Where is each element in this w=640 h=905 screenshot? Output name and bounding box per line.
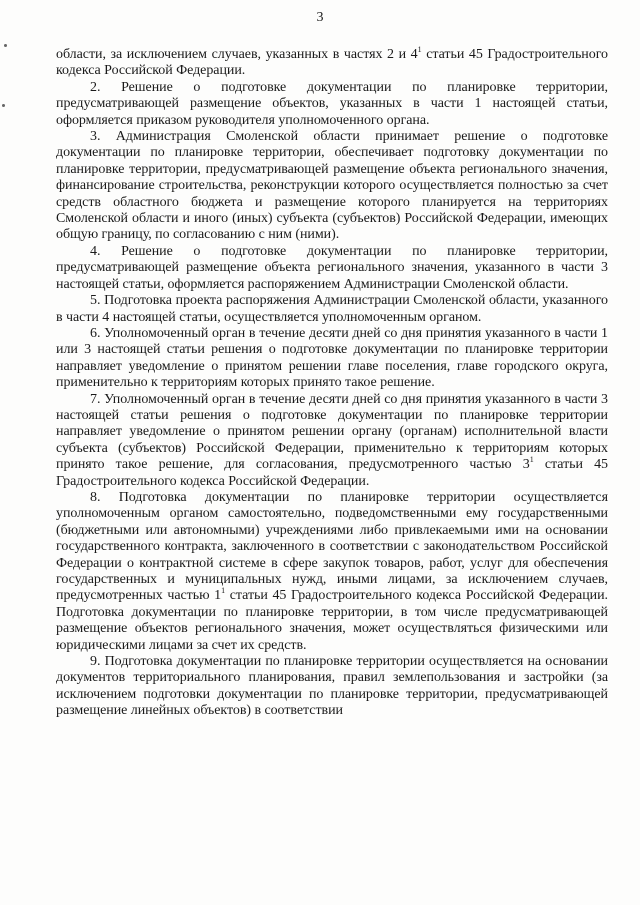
page-number: 3 (316, 10, 324, 25)
paragraph-3: 3. Администрация Смоленской области принимает решение о подготовке документации по планировке территории, обеспечивает подготовку документации по планировке территории, предусматривающей размещение объекта регионального значения, финансирование строительства, реконструкции которого осуществляется полностью за счет средств областного бюджета и размещение которого планируется на территориях Смоленской области и иного (иных) субъекта (субъектов) Российской Федерации, имеющих общую границу, по согласованию с ним (ними). (56, 129, 608, 243)
document-body (56, 47, 608, 720)
paragraph-5: 5. Подготовка проекта распоряжения Администрации Смоленской области, указанного в части 4 настоящей статьи, осуществляется уполномоченным органом. (56, 293, 608, 325)
scan-mark (4, 44, 7, 47)
paragraph-2: 2. Решение о подготовке документации по планировке территории, предусматривающей размещение объектов, указанных в части 1 настоящей статьи, оформляется приказом руководителя уполномоченного органа. (56, 79, 608, 128)
paragraph-9: 9. Подготовка документации по планировке территории осуществляется на основании документов территориального планирования, правил землепользования и застройки (за исключением подготовки документации по планировке территории, предусматривающей размещение линейных объектов) в соответствии (56, 654, 608, 719)
scan-mark (2, 104, 5, 107)
paragraph-8: 8. Подготовка документации по планировке территории осуществляется уполномоченным органом самостоятельно, подведомственными ему государственными (бюджетными или автономными) учреждениями либо привлекаемыми ими на основании государственного контракта, заключенного в соответствии с законодательством Российской Федерации о контрактной системе в сфере закупок товаров, работ, услуг для обеспечения государственных и муниципальных нужд, иными лицами, за исключением случаев, предусмотренных частью $1^1$ статьи 45 Градостроительного кодекса Российской Федерации. Подготовка документации по планировке территории, в том числе предусматривающей размещение объектов регионального значения, может осуществляться физическими или юридическими лицами за счет их средств. (56, 489, 608, 653)
paragraph-4: 4. Решение о подготовке документации по планировке территории, предусматривающей размещение объекта регионального значения, указанного в части 3 настоящей статьи, оформляется распоряжением Администрации Смоленской области. (56, 243, 608, 292)
paragraph-continuation: области, за исключением случаев, указанных в частях 2 и $4^1$ статьи 45 Градостроительного кодекса Российской Федерации. (56, 45, 608, 79)
paragraph-6: 6. Уполномоченный орган в течение десяти дней со дня принятия указанного в части 1 или 3 настоящей статьи решения о подготовке документации по планировке территории направляет уведомление о принятом решении главе поселения, главе городского округа, применительно к территориям которых принято такое решение. (56, 325, 608, 391)
paragraph-7: 7. Уполномоченный орган в течение десяти дней со дня принятия указанного в части 3 настоящей статьи решения о подготовке документации по планировке территории направляет уведомление о принятом решении органу (органам) исполнительной власти субъекта (субъектов) Российской Федерации, применительно к территориям которых принято такое решение, для согласования, предусмотренного частью $3^1$ статьи 45 Градостроительного кодекса Российской Федерации. (56, 391, 608, 489)
